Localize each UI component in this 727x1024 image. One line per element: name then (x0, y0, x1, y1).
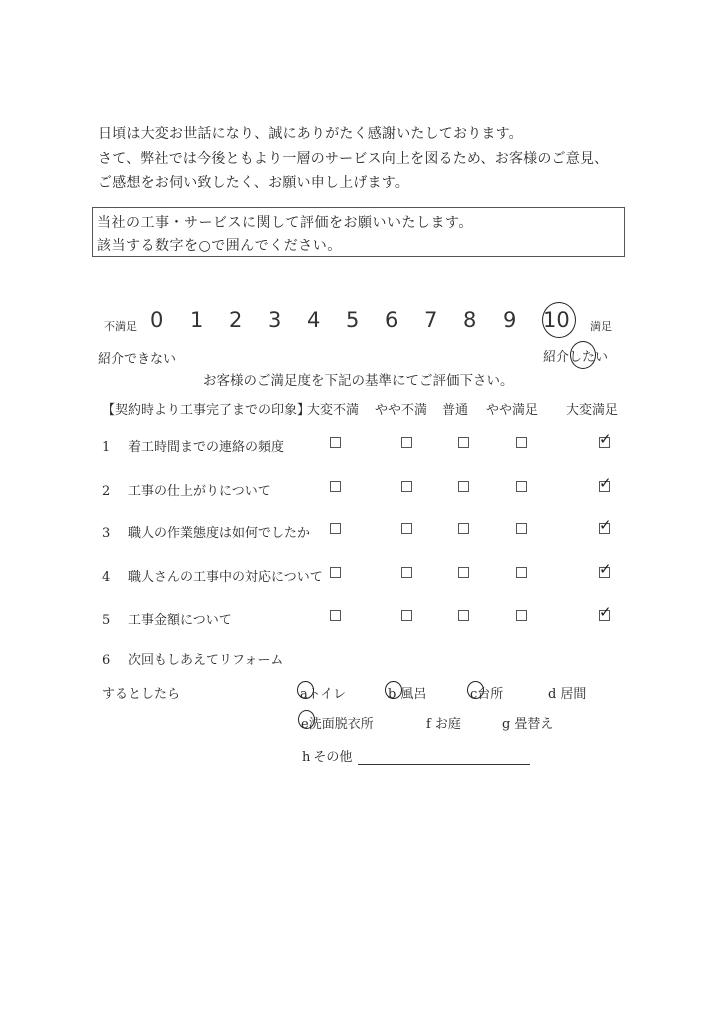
scale-left-label: 不満足 (104, 320, 137, 333)
scale-number[interactable]: 5 (346, 308, 360, 332)
scale-number[interactable]: 7 (424, 308, 438, 332)
selection-circle (542, 302, 576, 338)
scale-number[interactable]: 2 (229, 308, 243, 332)
checkbox[interactable] (458, 610, 469, 621)
option-letter: g (502, 717, 511, 732)
option-label: 風呂 (400, 687, 427, 702)
question-text: 次回もしあえてリフォーム (128, 653, 284, 668)
intro-line-2: さて、弊社では今後ともより一層のサービス向上を図るため、お客様のご意見、 (98, 151, 609, 167)
column-header: 大変満足 (566, 403, 619, 418)
checkbox-checked[interactable] (599, 516, 612, 534)
scale-number[interactable]: 1 (190, 308, 204, 332)
intro-line-1: 日頃は大変お世話になり、誠にありがたく感謝いたしております。 (98, 126, 523, 142)
other-input-line[interactable] (358, 764, 530, 765)
checkbox[interactable] (516, 437, 527, 448)
option-label: 洗面脱衣所 (308, 717, 374, 732)
check-mark-icon: ✓ (599, 603, 612, 621)
option-label: その他 (313, 750, 353, 765)
checkbox[interactable] (458, 437, 469, 448)
check-mark-icon: ✓ (599, 560, 612, 578)
checkbox[interactable] (401, 437, 412, 448)
check-mark-icon: ✓ (599, 474, 612, 492)
checkbox[interactable] (330, 610, 341, 621)
question-row (102, 566, 323, 585)
checkbox[interactable] (516, 610, 527, 621)
option-label: トイレ (307, 687, 347, 702)
instruction-box (92, 207, 625, 257)
check-mark-icon: ✓ (599, 430, 612, 448)
checkbox-checked[interactable] (599, 603, 612, 621)
satisfaction-heading: お客様のご満足度を下記の基準にてご評価下さい。 (203, 373, 514, 389)
reform-question (102, 649, 283, 668)
instruction-line-1: 当社の工事・サービスに関して評価をお願いいたします。 (97, 215, 473, 231)
question-row (102, 436, 284, 455)
scale-number[interactable]: 4 (307, 308, 321, 332)
reform-option[interactable] (302, 746, 352, 765)
question-number: 2 (102, 484, 111, 499)
column-header: やや満足 (486, 403, 539, 418)
option-letter: c (470, 687, 478, 702)
option-letter: h (302, 750, 311, 765)
column-header: 大変不満 (307, 403, 360, 418)
checkbox[interactable] (458, 523, 469, 534)
option-label: 台所 (477, 687, 504, 702)
option-letter: a (300, 687, 308, 702)
question-number: 1 (102, 440, 111, 455)
intro-line-3: ご感想をお伺い致したく、お願い申し上げます。 (98, 175, 409, 191)
option-letter: b (388, 687, 397, 702)
scale-bottom-right-a: 紹介 (543, 350, 570, 365)
checkbox[interactable] (401, 481, 412, 492)
option-letter: f (426, 717, 431, 732)
scale-bottom-right-b: したい (569, 350, 609, 365)
question-row (102, 609, 232, 628)
question-number: 5 (102, 613, 111, 628)
checkbox[interactable] (458, 567, 469, 578)
reform-option[interactable] (426, 713, 461, 732)
question-text: 工事金額について (128, 613, 232, 628)
checkbox[interactable] (516, 567, 527, 578)
checkbox-checked[interactable] (599, 430, 612, 448)
question-number: 6 (102, 653, 111, 668)
checkbox-checked[interactable] (599, 474, 612, 492)
section-label: 【契約時より工事完了までの印象】 (102, 403, 311, 418)
checkbox[interactable] (330, 567, 341, 578)
option-circle (467, 681, 484, 699)
recommend-circle (570, 341, 596, 369)
question-text: 職人さんの工事中の対応について (128, 570, 323, 585)
checkbox[interactable] (401, 610, 412, 621)
scale-right-label: 満足 (590, 320, 612, 333)
question-text: 職人の作業態度は如何でしたか (128, 526, 311, 541)
column-header: 普通 (442, 403, 469, 418)
question-row (102, 480, 271, 499)
option-label: 畳替え (514, 717, 554, 732)
reform-option[interactable] (548, 683, 586, 702)
question-text: 着工時間までの連絡の頻度 (128, 440, 285, 455)
option-label: 居間 (560, 687, 587, 702)
scale-number[interactable]: 6 (385, 308, 399, 332)
question-row (102, 522, 310, 541)
checkbox[interactable] (330, 437, 341, 448)
scale-number[interactable]: 9 (503, 308, 517, 332)
scale-number[interactable]: 8 (463, 308, 477, 332)
scale-bottom-left: 紹介できない (98, 352, 177, 367)
checkbox[interactable] (330, 523, 341, 534)
reform-option[interactable] (502, 713, 553, 732)
option-label: お庭 (434, 717, 461, 732)
checkbox[interactable] (401, 567, 412, 578)
option-circle (297, 681, 314, 699)
checkbox[interactable] (458, 481, 469, 492)
scale-number-selected[interactable]: 10 (543, 308, 570, 332)
checkbox[interactable] (516, 523, 527, 534)
reform-question-cont: するとしたら (102, 687, 181, 702)
scale-number[interactable]: 3 (268, 308, 282, 332)
scale-number[interactable]: 0 (150, 308, 164, 332)
question-text: 工事の仕上がりについて (128, 484, 271, 499)
checkbox-checked[interactable] (599, 560, 612, 578)
checkbox[interactable] (401, 523, 412, 534)
question-number: 4 (102, 570, 111, 585)
question-number: 3 (102, 526, 111, 541)
option-circle (385, 681, 402, 699)
option-letter: e (301, 717, 309, 732)
option-letter: d (548, 687, 557, 702)
option-circle (298, 710, 315, 729)
checkbox[interactable] (330, 481, 341, 492)
column-header: やや不満 (375, 403, 428, 418)
instruction-line-2: 該当する数字を○で囲んでください。 (97, 238, 342, 254)
checkbox[interactable] (516, 481, 527, 492)
check-mark-icon: ✓ (599, 516, 612, 534)
